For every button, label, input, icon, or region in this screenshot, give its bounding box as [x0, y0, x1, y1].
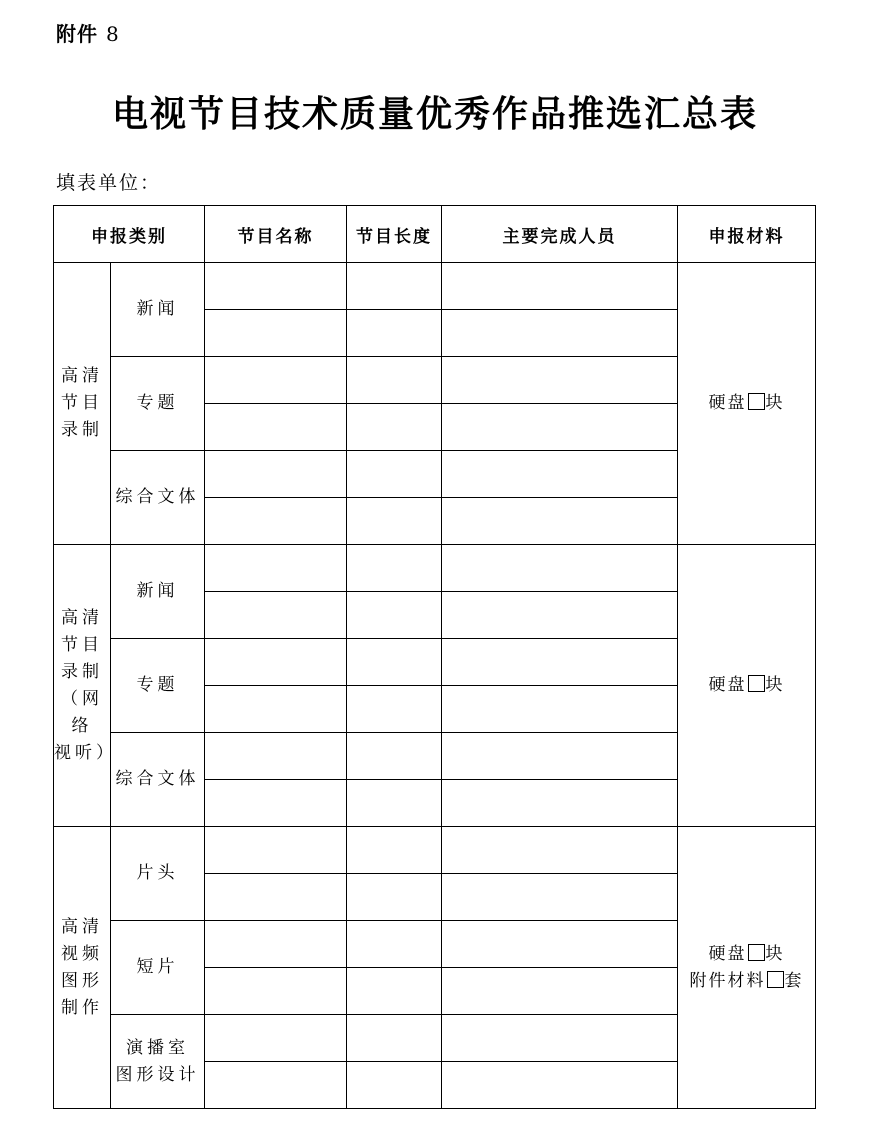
program-length-cell[interactable] [347, 451, 442, 498]
category-cell [54, 263, 111, 545]
program-length-cell[interactable] [347, 733, 442, 780]
program-name-cell[interactable] [205, 404, 347, 451]
program-length-cell[interactable] [347, 1015, 442, 1062]
subcategory-line: 片头 [136, 863, 179, 883]
reporting-unit-label: 填表单位： [56, 172, 162, 194]
materials-item-label: 附件材料 [689, 970, 766, 991]
program-length-cell[interactable] [347, 404, 442, 451]
program-name-cell[interactable] [205, 639, 347, 686]
materials-unit-label: 块 [765, 943, 785, 964]
program-length-cell[interactable] [347, 357, 442, 404]
header-category: 申报类别 [54, 206, 205, 263]
main-staff-cell[interactable] [442, 263, 678, 310]
program-name-cell[interactable] [205, 1015, 347, 1062]
main-staff-cell[interactable] [442, 592, 678, 639]
category-line: 视听） [54, 742, 117, 763]
main-staff-cell[interactable] [442, 874, 678, 921]
subcategory-cell [111, 263, 205, 357]
program-name-cell[interactable] [205, 780, 347, 827]
header-materials: 申报材料 [678, 206, 816, 263]
category-line: 视频 [61, 943, 103, 964]
program-name-cell[interactable] [205, 357, 347, 404]
program-length-cell[interactable] [347, 968, 442, 1015]
category-line: 录制 [61, 661, 103, 682]
materials-line [678, 390, 815, 417]
program-length-cell[interactable] [347, 827, 442, 874]
category-cell [54, 545, 117, 827]
main-staff-cell[interactable] [442, 780, 678, 827]
subcategory-cell [111, 921, 205, 1015]
program-length-cell[interactable] [347, 639, 442, 686]
materials-line [678, 968, 815, 995]
main-staff-cell[interactable] [442, 921, 678, 968]
table-row [54, 545, 816, 592]
materials-unit-label: 块 [765, 675, 785, 695]
program-name-cell[interactable] [205, 686, 347, 733]
program-length-cell[interactable] [347, 686, 442, 733]
summary-table [53, 205, 816, 1109]
main-staff-cell[interactable] [442, 310, 678, 357]
program-name-cell[interactable] [205, 263, 347, 310]
subcategory-line: 新闻 [136, 581, 179, 601]
subcategory-cell [111, 639, 205, 733]
category-line: 高清 [61, 607, 103, 628]
program-name-cell[interactable] [205, 310, 347, 357]
materials-cell [678, 263, 816, 545]
category-line: 制作 [61, 997, 103, 1018]
table-body [54, 263, 816, 1109]
program-length-cell[interactable] [347, 592, 442, 639]
materials-cell [678, 545, 816, 827]
attachment-label: 附件 8 [56, 22, 120, 46]
materials-item-label: 硬盘 [708, 393, 747, 413]
materials-cell [678, 827, 816, 1109]
program-name-cell[interactable] [205, 592, 347, 639]
program-name-cell[interactable] [205, 968, 347, 1015]
main-staff-cell[interactable] [442, 827, 678, 874]
subcategory-line: 新闻 [136, 299, 179, 319]
main-staff-cell[interactable] [442, 545, 678, 592]
materials-item-label: 硬盘 [708, 675, 747, 695]
program-name-cell[interactable] [205, 921, 347, 968]
program-length-cell[interactable] [347, 545, 442, 592]
materials-item-label: 硬盘 [708, 943, 747, 964]
program-length-cell[interactable] [347, 780, 442, 827]
materials-line [678, 672, 815, 699]
page-title: 电视节目技术质量优秀作品推选汇总表 [111, 93, 758, 135]
subcategory-line: 演播室 [126, 1037, 189, 1058]
main-staff-cell[interactable] [442, 733, 678, 780]
header-program-name: 节目名称 [205, 206, 347, 263]
category-line: （网络 [61, 688, 103, 736]
checkbox-square[interactable] [748, 675, 765, 692]
materials-unit-label: 套 [784, 970, 804, 991]
program-name-cell[interactable] [205, 733, 347, 780]
checkbox-square[interactable] [748, 944, 765, 961]
category-line: 高清 [61, 366, 103, 386]
subcategory-line: 图形设计 [115, 1064, 200, 1085]
checkbox-square[interactable] [748, 393, 765, 410]
header-program-length: 节目长度 [347, 206, 442, 263]
main-staff-cell[interactable] [442, 1015, 678, 1062]
subcategory-cell [111, 545, 205, 639]
category-line: 录制 [61, 420, 103, 440]
program-length-cell[interactable] [347, 921, 442, 968]
materials-line [678, 941, 815, 968]
main-staff-cell[interactable] [442, 357, 678, 404]
table-row [54, 827, 816, 874]
main-staff-cell[interactable] [442, 498, 678, 545]
subcategory-cell [111, 733, 205, 827]
program-name-cell[interactable] [205, 498, 347, 545]
program-name-cell[interactable] [205, 451, 347, 498]
subcategory-cell [111, 1015, 205, 1109]
subcategory-line: 短片 [136, 957, 179, 977]
program-length-cell[interactable] [347, 874, 442, 921]
checkbox-square[interactable] [767, 971, 784, 988]
subcategory-line: 综合文体 [115, 487, 200, 507]
main-staff-cell[interactable] [442, 451, 678, 498]
category-line: 图形 [61, 970, 103, 991]
table-row [54, 263, 816, 310]
category-line: 高清 [61, 916, 103, 937]
table-header-row [54, 206, 816, 263]
program-name-cell[interactable] [205, 1062, 347, 1109]
program-name-cell[interactable] [205, 874, 347, 921]
subcategory-line: 专题 [136, 675, 179, 695]
main-staff-cell[interactable] [442, 1062, 678, 1109]
main-staff-cell[interactable] [442, 404, 678, 451]
program-length-cell[interactable] [347, 310, 442, 357]
program-length-cell[interactable] [347, 1062, 442, 1109]
category-cell [54, 827, 111, 1109]
main-staff-cell[interactable] [442, 639, 678, 686]
main-staff-cell[interactable] [442, 686, 678, 733]
category-line: 节目 [61, 634, 103, 655]
subcategory-line: 专题 [136, 393, 179, 413]
program-name-cell[interactable] [205, 545, 347, 592]
program-name-cell[interactable] [205, 827, 347, 874]
header-main-staff: 主要完成人员 [442, 206, 678, 263]
program-length-cell[interactable] [347, 498, 442, 545]
category-line: 节目 [61, 393, 103, 413]
main-staff-cell[interactable] [442, 968, 678, 1015]
subcategory-cell [111, 357, 205, 451]
materials-unit-label: 块 [765, 393, 785, 413]
subcategory-line: 综合文体 [115, 769, 200, 789]
subcategory-cell [111, 451, 205, 545]
subcategory-cell [111, 827, 205, 921]
program-length-cell[interactable] [347, 263, 442, 310]
